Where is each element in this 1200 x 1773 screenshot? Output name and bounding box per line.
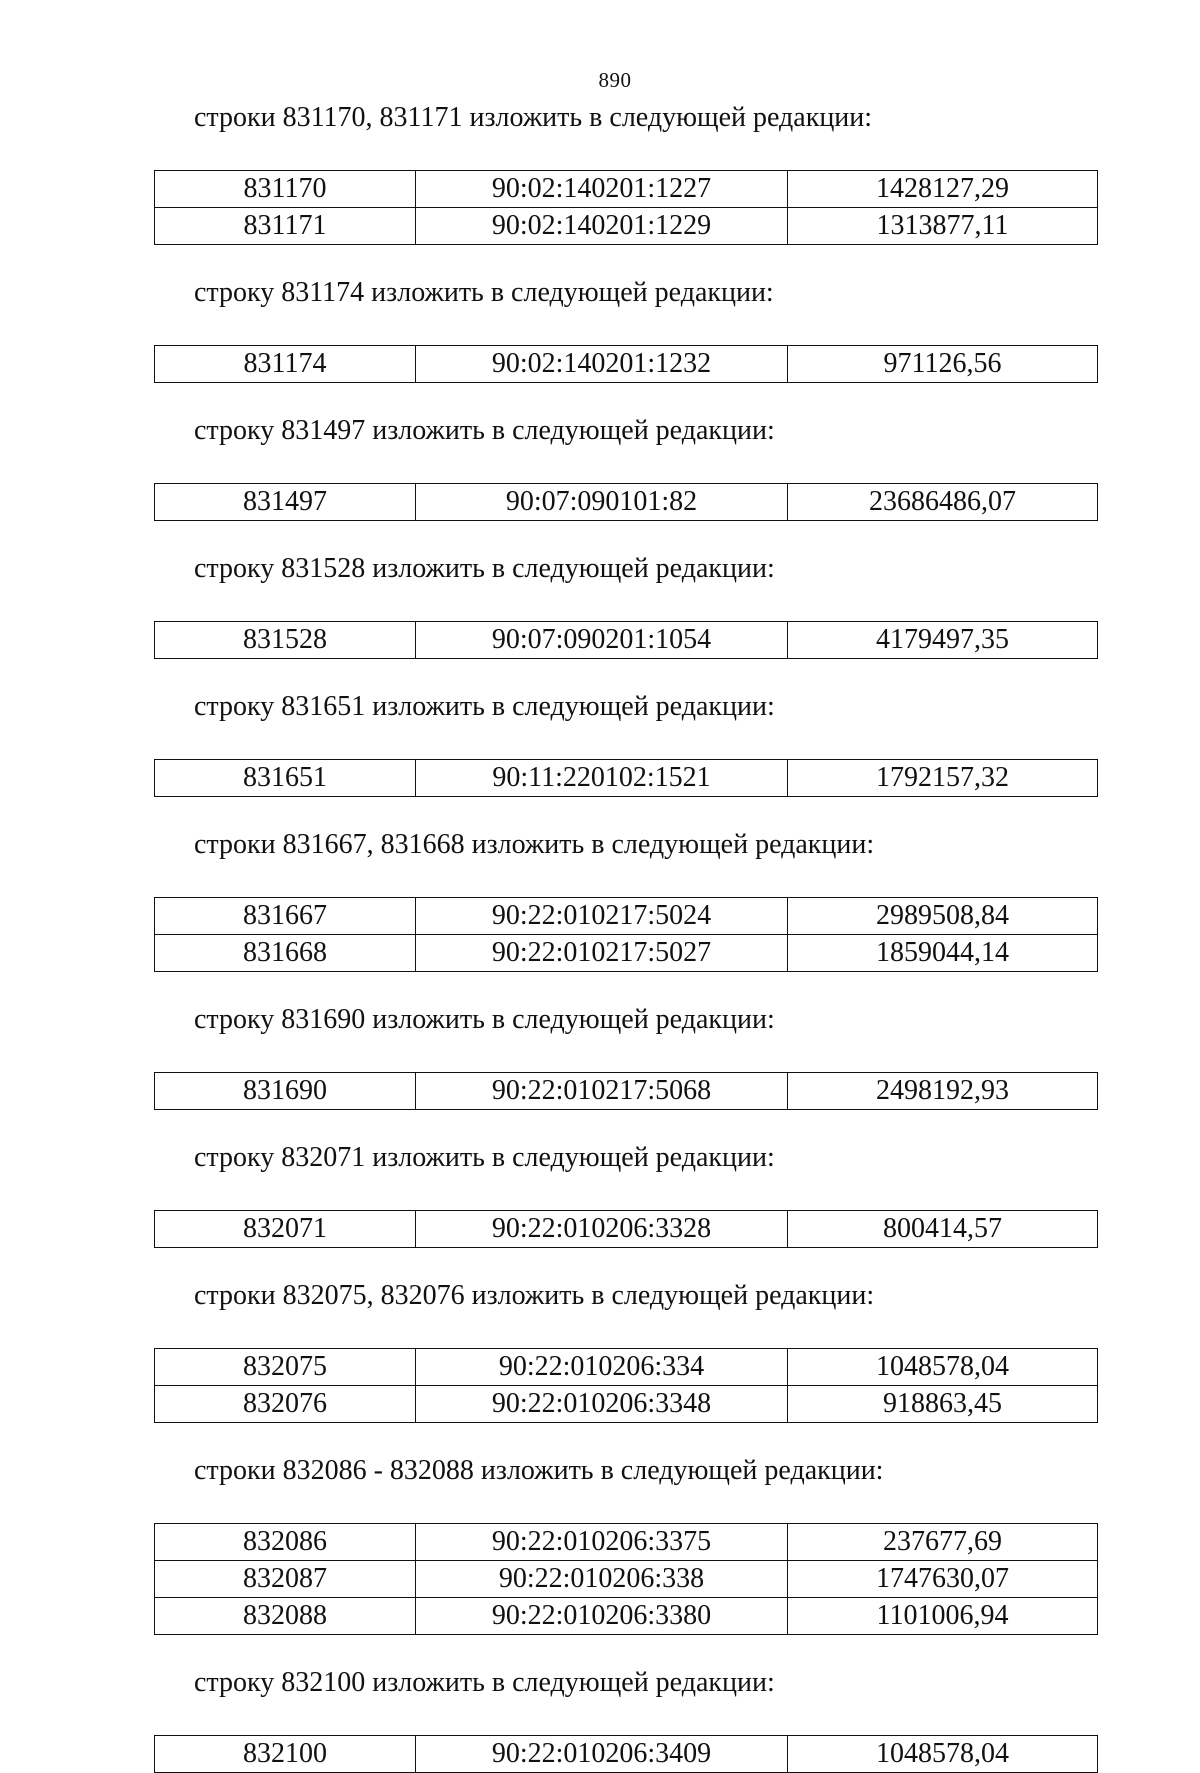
row-number-cell: 831668 <box>155 935 416 972</box>
amendment-table <box>154 1348 1098 1423</box>
cadastral-number-cell: 90:22:010206:3348 <box>416 1386 788 1423</box>
table-row <box>155 898 1098 935</box>
amendment-table <box>154 1210 1098 1248</box>
row-number-cell: 831528 <box>155 622 416 659</box>
cadastral-value-cell: 1101006,94 <box>788 1598 1098 1635</box>
cadastral-value-cell: 23686486,07 <box>788 484 1098 521</box>
table-row <box>155 622 1098 659</box>
table-row <box>155 208 1098 245</box>
amendment-intro: строку 832100 изложить в следующей редакции: <box>194 1667 775 1698</box>
amendment-intro: строку 831690 изложить в следующей редакции: <box>194 1004 775 1035</box>
amendments-list <box>0 100 1200 1773</box>
cadastral-value-cell: 1313877,11 <box>788 208 1098 245</box>
amendment-section <box>0 1278 1200 1423</box>
cadastral-value-cell: 1048578,04 <box>788 1349 1098 1386</box>
row-number-cell: 831651 <box>155 760 416 797</box>
row-number-cell: 832100 <box>155 1736 416 1773</box>
table-row <box>155 935 1098 972</box>
amendment-table <box>154 1735 1098 1773</box>
table-row <box>155 1349 1098 1386</box>
table-row <box>155 484 1098 521</box>
row-number-cell: 831171 <box>155 208 416 245</box>
cadastral-value-cell: 1048578,04 <box>788 1736 1098 1773</box>
amendment-intro: строку 832071 изложить в следующей редакции: <box>194 1142 775 1173</box>
cadastral-number-cell: 90:22:010217:5027 <box>416 935 788 972</box>
cadastral-number-cell: 90:02:140201:1229 <box>416 208 788 245</box>
row-number-cell: 832087 <box>155 1561 416 1598</box>
cadastral-value-cell: 2989508,84 <box>788 898 1098 935</box>
cadastral-number-cell: 90:22:010206:3380 <box>416 1598 788 1635</box>
table-row <box>155 1073 1098 1110</box>
cadastral-number-cell: 90:22:010206:3328 <box>416 1211 788 1248</box>
amendment-intro: строки 831170, 831171 изложить в следующей редакции: <box>194 102 873 133</box>
table-row <box>155 760 1098 797</box>
cadastral-number-cell: 90:22:010206:334 <box>416 1349 788 1386</box>
amendment-intro: строку 831174 изложить в следующей редакции: <box>194 277 774 308</box>
row-number-cell: 832075 <box>155 1349 416 1386</box>
cadastral-value-cell: 1428127,29 <box>788 171 1098 208</box>
amendment-table <box>154 621 1098 659</box>
amendment-table <box>154 897 1098 972</box>
row-number-cell: 832086 <box>155 1524 416 1561</box>
cadastral-value-cell: 971126,56 <box>788 346 1098 383</box>
cadastral-number-cell: 90:02:140201:1232 <box>416 346 788 383</box>
row-number-cell: 832088 <box>155 1598 416 1635</box>
amendment-table <box>154 483 1098 521</box>
amendment-intro: строку 831528 изложить в следующей редакции: <box>194 553 775 584</box>
amendment-section <box>0 100 1200 245</box>
amendment-intro: строки 832086 - 832088 изложить в следующей редакции: <box>194 1455 884 1486</box>
page-number: 890 <box>598 68 632 92</box>
amendment-intro: строки 831667, 831668 изложить в следующей редакции: <box>194 829 875 860</box>
cadastral-value-cell: 918863,45 <box>788 1386 1098 1423</box>
row-number-cell: 832076 <box>155 1386 416 1423</box>
table-row <box>155 346 1098 383</box>
cadastral-number-cell: 90:22:010206:3375 <box>416 1524 788 1561</box>
table-row <box>155 171 1098 208</box>
cadastral-number-cell: 90:22:010206:338 <box>416 1561 788 1598</box>
table-row <box>155 1524 1098 1561</box>
row-number-cell: 832071 <box>155 1211 416 1248</box>
amendment-section <box>0 1453 1200 1635</box>
amendment-section <box>0 275 1200 383</box>
row-number-cell: 831170 <box>155 171 416 208</box>
cadastral-value-cell: 800414,57 <box>788 1211 1098 1248</box>
table-row <box>155 1561 1098 1598</box>
amendment-intro: строки 832075, 832076 изложить в следующей редакции: <box>194 1280 875 1311</box>
amendment-section <box>0 1002 1200 1110</box>
cadastral-number-cell: 90:07:090201:1054 <box>416 622 788 659</box>
amendment-section <box>0 827 1200 972</box>
row-number-cell: 831497 <box>155 484 416 521</box>
row-number-cell: 831690 <box>155 1073 416 1110</box>
table-row <box>155 1736 1098 1773</box>
amendment-section <box>0 689 1200 797</box>
table-row <box>155 1211 1098 1248</box>
table-row <box>155 1386 1098 1423</box>
amendment-table <box>154 170 1098 245</box>
cadastral-number-cell: 90:11:220102:1521 <box>416 760 788 797</box>
cadastral-value-cell: 237677,69 <box>788 1524 1098 1561</box>
cadastral-value-cell: 1859044,14 <box>788 935 1098 972</box>
cadastral-number-cell: 90:22:010217:5068 <box>416 1073 788 1110</box>
amendment-table <box>154 759 1098 797</box>
cadastral-value-cell: 2498192,93 <box>788 1073 1098 1110</box>
cadastral-value-cell: 1792157,32 <box>788 760 1098 797</box>
cadastral-number-cell: 90:07:090101:82 <box>416 484 788 521</box>
amendment-section <box>0 413 1200 521</box>
amendment-table <box>154 345 1098 383</box>
cadastral-number-cell: 90:22:010206:3409 <box>416 1736 788 1773</box>
row-number-cell: 831667 <box>155 898 416 935</box>
table-row <box>155 1598 1098 1635</box>
cadastral-number-cell: 90:02:140201:1227 <box>416 171 788 208</box>
amendment-intro: строку 831497 изложить в следующей редакции: <box>194 415 775 446</box>
cadastral-number-cell: 90:22:010217:5024 <box>416 898 788 935</box>
row-number-cell: 831174 <box>155 346 416 383</box>
cadastral-value-cell: 1747630,07 <box>788 1561 1098 1598</box>
cadastral-value-cell: 4179497,35 <box>788 622 1098 659</box>
amendment-table <box>154 1523 1098 1635</box>
amendment-section <box>0 1665 1200 1773</box>
amendment-section <box>0 1140 1200 1248</box>
amendment-section <box>0 551 1200 659</box>
amendment-table <box>154 1072 1098 1110</box>
amendment-intro: строку 831651 изложить в следующей редакции: <box>194 691 775 722</box>
